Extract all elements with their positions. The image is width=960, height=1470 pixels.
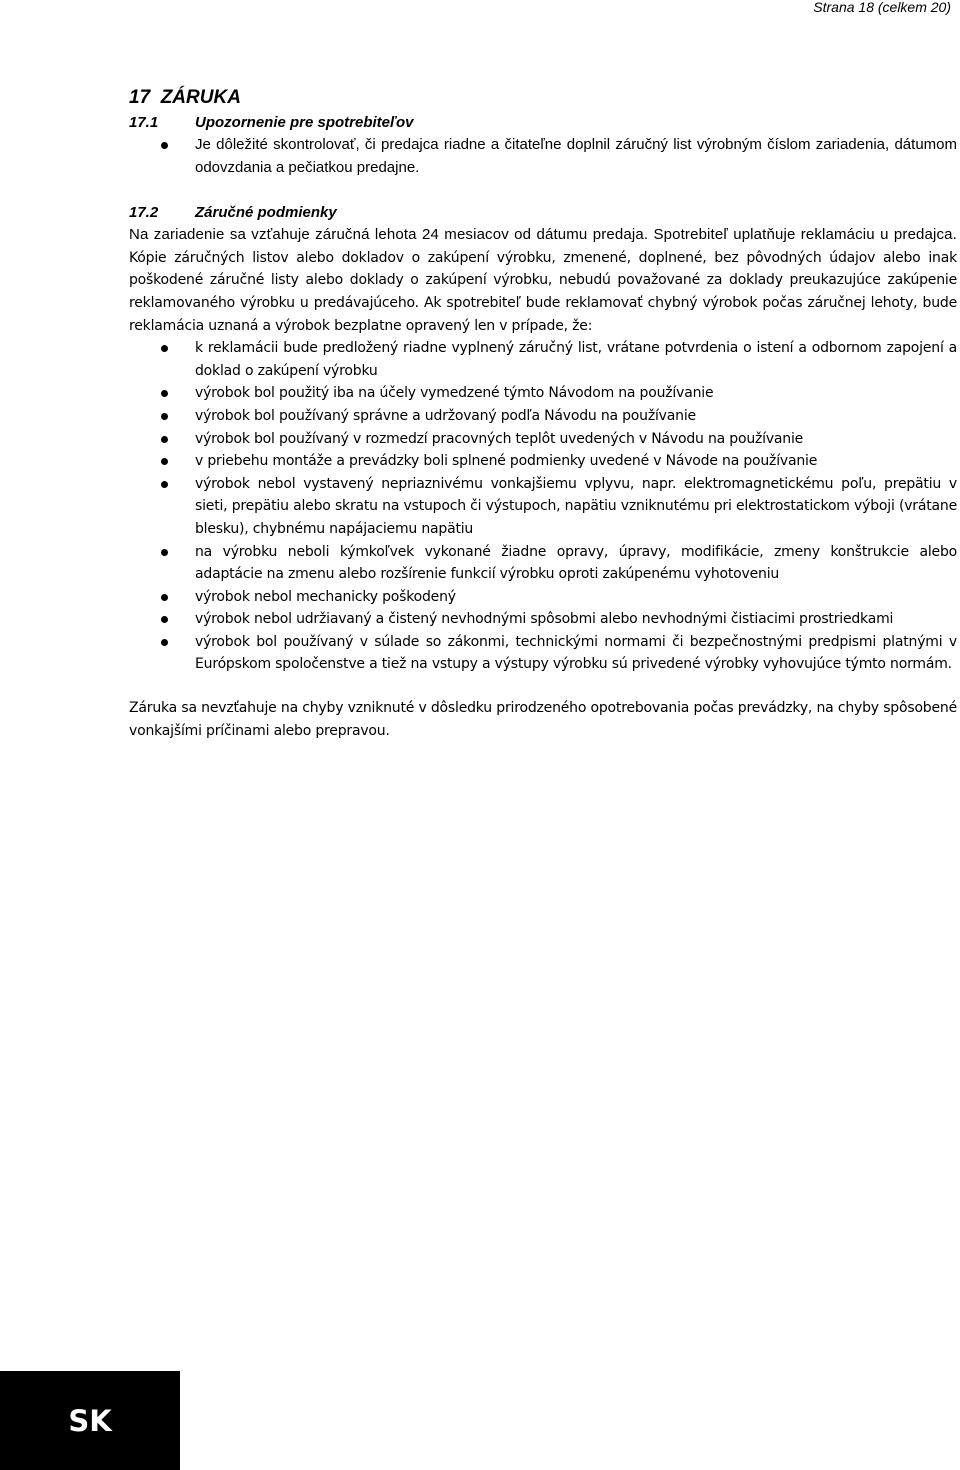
subsection-heading [129,112,957,134]
warranty-conditions-list [129,337,957,676]
list-item: k reklamácii bude predložený riadne vyplnený záručný list, vrátane potvrdenia o istení a odbornom zapojení a doklad o zakúpení výrobku [129,337,957,382]
warranty-exclusion: Záruka sa nevzťahuje na chyby vzniknuté v dôsledku prirodzeného opotrebovania počas prevádzky, na chyby spôsobené vonkajšími príčinami alebo prepravou. [129,700,957,739]
list-item: výrobok bol používaný správne a udržovaný podľa Návodu na používanie [129,405,957,428]
list-item: výrobok nebol udržiavaný a čistený nevhodnými spôsobmi alebo nevhodnými čistiacimi prostriedkami [129,608,957,631]
subsection-title: Upozornenie pre spotrebiteľov [195,114,414,131]
subsection-consumer-notice [129,112,957,179]
subsection-warranty-terms [129,202,957,742]
list-item: v priebehu montáže a prevádzky boli splnené podmienky uvedené v Návode na používanie [129,450,957,473]
page-counter: Strana 18 (celkem 20) [813,0,951,15]
list-item: na výrobku neboli kýmkoľvek vykonané žiadne opravy, úpravy, modifikácie, zmeny konštrukcie alebo adaptácie na zmenu alebo rozšírenie funkcií výrobku oproti zakúpenému vyhotoveniu [129,541,957,586]
subsection-number: 17.1 [129,114,159,131]
section-heading [129,86,957,110]
list-item: výrobok bol používaný v súlade so zákonmi, technickými normami či bezpečnostnými predpismi platnými v Európskom spoločenstve a tiež na vstupy a výstupy výrobku sú privedené výrobky vyhovujúce týmto normám. [129,631,957,676]
language-tab: SK [0,1371,180,1470]
notice-list [129,134,957,179]
subsection-heading [129,202,957,224]
warranty-intro-part1: Na zariadenie sa vzťahuje záručná lehota 24 mesiacov od dátumu predaja. Spotrebiteľ uplatňuje reklamáciu u predajca. [129,226,957,244]
subsection-title: Záručné podmienky [195,204,337,222]
warranty-intro-part2: Kópie záručných listov alebo dokladov o zakúpení výrobku, zmenené, doplnené, bez pôvodných údajov alebo inak poškodené záručné listy alebo doklady o zakúpení výrobku, nebudú považované za doklady preukazujúce zakúpenie reklamovaného výrobku u predávajúceho. Ak spotrebiteľ bude reklamovať chybný výrobok počas záručnej lehoty, bude reklamácia uznaná a výrobok bezplatne opravený len v prípade, že: [129,249,957,334]
warranty-intro [129,224,957,337]
document-body [129,86,957,756]
section-title: ZÁRUKA [160,87,241,108]
list-item: výrobok bol použitý iba na účely vymedzené týmto Návodom na používanie [129,382,957,405]
section-number: 17 [129,87,151,108]
subsection-number: 17.2 [129,204,159,222]
list-item: výrobok bol používaný v rozmedzí pracovných teplôt uvedených v Návodu na používanie [129,428,957,451]
list-item: výrobok nebol vystavený nepriaznivému vonkajšiemu vplyvu, napr. elektromagnetickému poľu, prepätiu v sieti, prepätiu alebo skratu na vstupoch či výstupoch, napätiu vzniknutému pri elektrostatickom výboji (vrátane blesku), chybnému napájaciemu napätiu [129,473,957,541]
list-item: výrobok nebol mechanicky poškodený [129,586,957,609]
list-item: Je dôležité skontrolovať, či predajca riadne a čitateľne doplnil záručný list výrobným číslom zariadenia, dátumom odovzdania a pečiatkou predajne. [129,134,957,179]
